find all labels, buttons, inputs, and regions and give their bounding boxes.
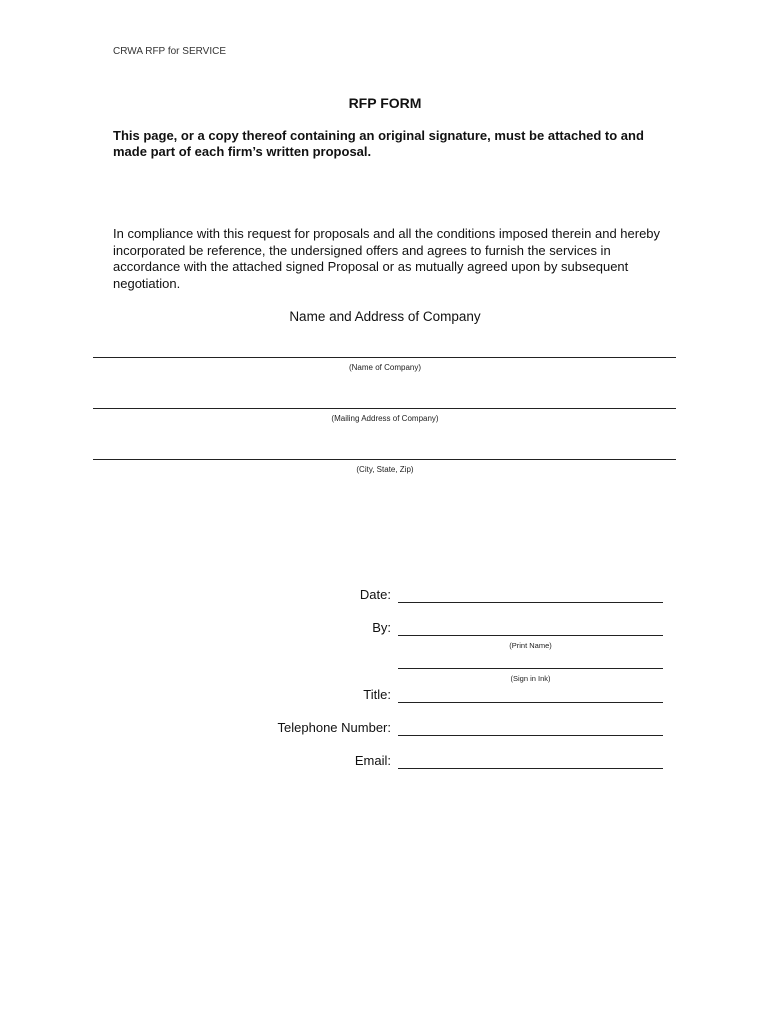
email-line[interactable] — [398, 768, 663, 769]
company-address-caption: (Mailing Address of Company) — [331, 414, 439, 423]
attachment-instruction: This page, or a copy thereof containing an original signature, must be attached to and made part of each firm’s written proposal. — [113, 128, 644, 159]
telephone-label: Telephone Number: — [277, 720, 391, 735]
print-name-caption: (Print Name) — [509, 641, 552, 650]
telephone-line[interactable] — [398, 735, 663, 736]
date-line[interactable] — [398, 602, 663, 603]
email-label: Email: — [354, 753, 391, 768]
sign-in-ink-caption: (Sign in Ink) — [510, 674, 551, 683]
date-label: Date: — [359, 587, 391, 602]
by-label: By: — [372, 620, 391, 635]
company-name-line[interactable] — [93, 357, 676, 358]
company-section-heading: Name and Address of Company — [289, 309, 481, 324]
title-label: Title: — [363, 687, 391, 702]
company-address-line[interactable] — [93, 408, 676, 409]
signature-line[interactable] — [398, 668, 663, 669]
form-title: RFP FORM — [348, 95, 422, 111]
title-line[interactable] — [398, 702, 663, 703]
company-city-line[interactable] — [93, 459, 676, 460]
company-name-caption: (Name of Company) — [348, 363, 422, 372]
company-city-caption: (City, State, Zip) — [356, 465, 414, 474]
running-header: CRWA RFP for SERVICE — [113, 46, 226, 57]
compliance-paragraph: In compliance with this request for proposals and all the conditions imposed therein and hereby incorporated be reference, the undersigned offers and agrees to furnish the services in accordance with the attached signed Proposal or as mutually agreed upon by subsequent negotiation. — [113, 226, 661, 291]
print-name-line[interactable] — [398, 635, 663, 636]
